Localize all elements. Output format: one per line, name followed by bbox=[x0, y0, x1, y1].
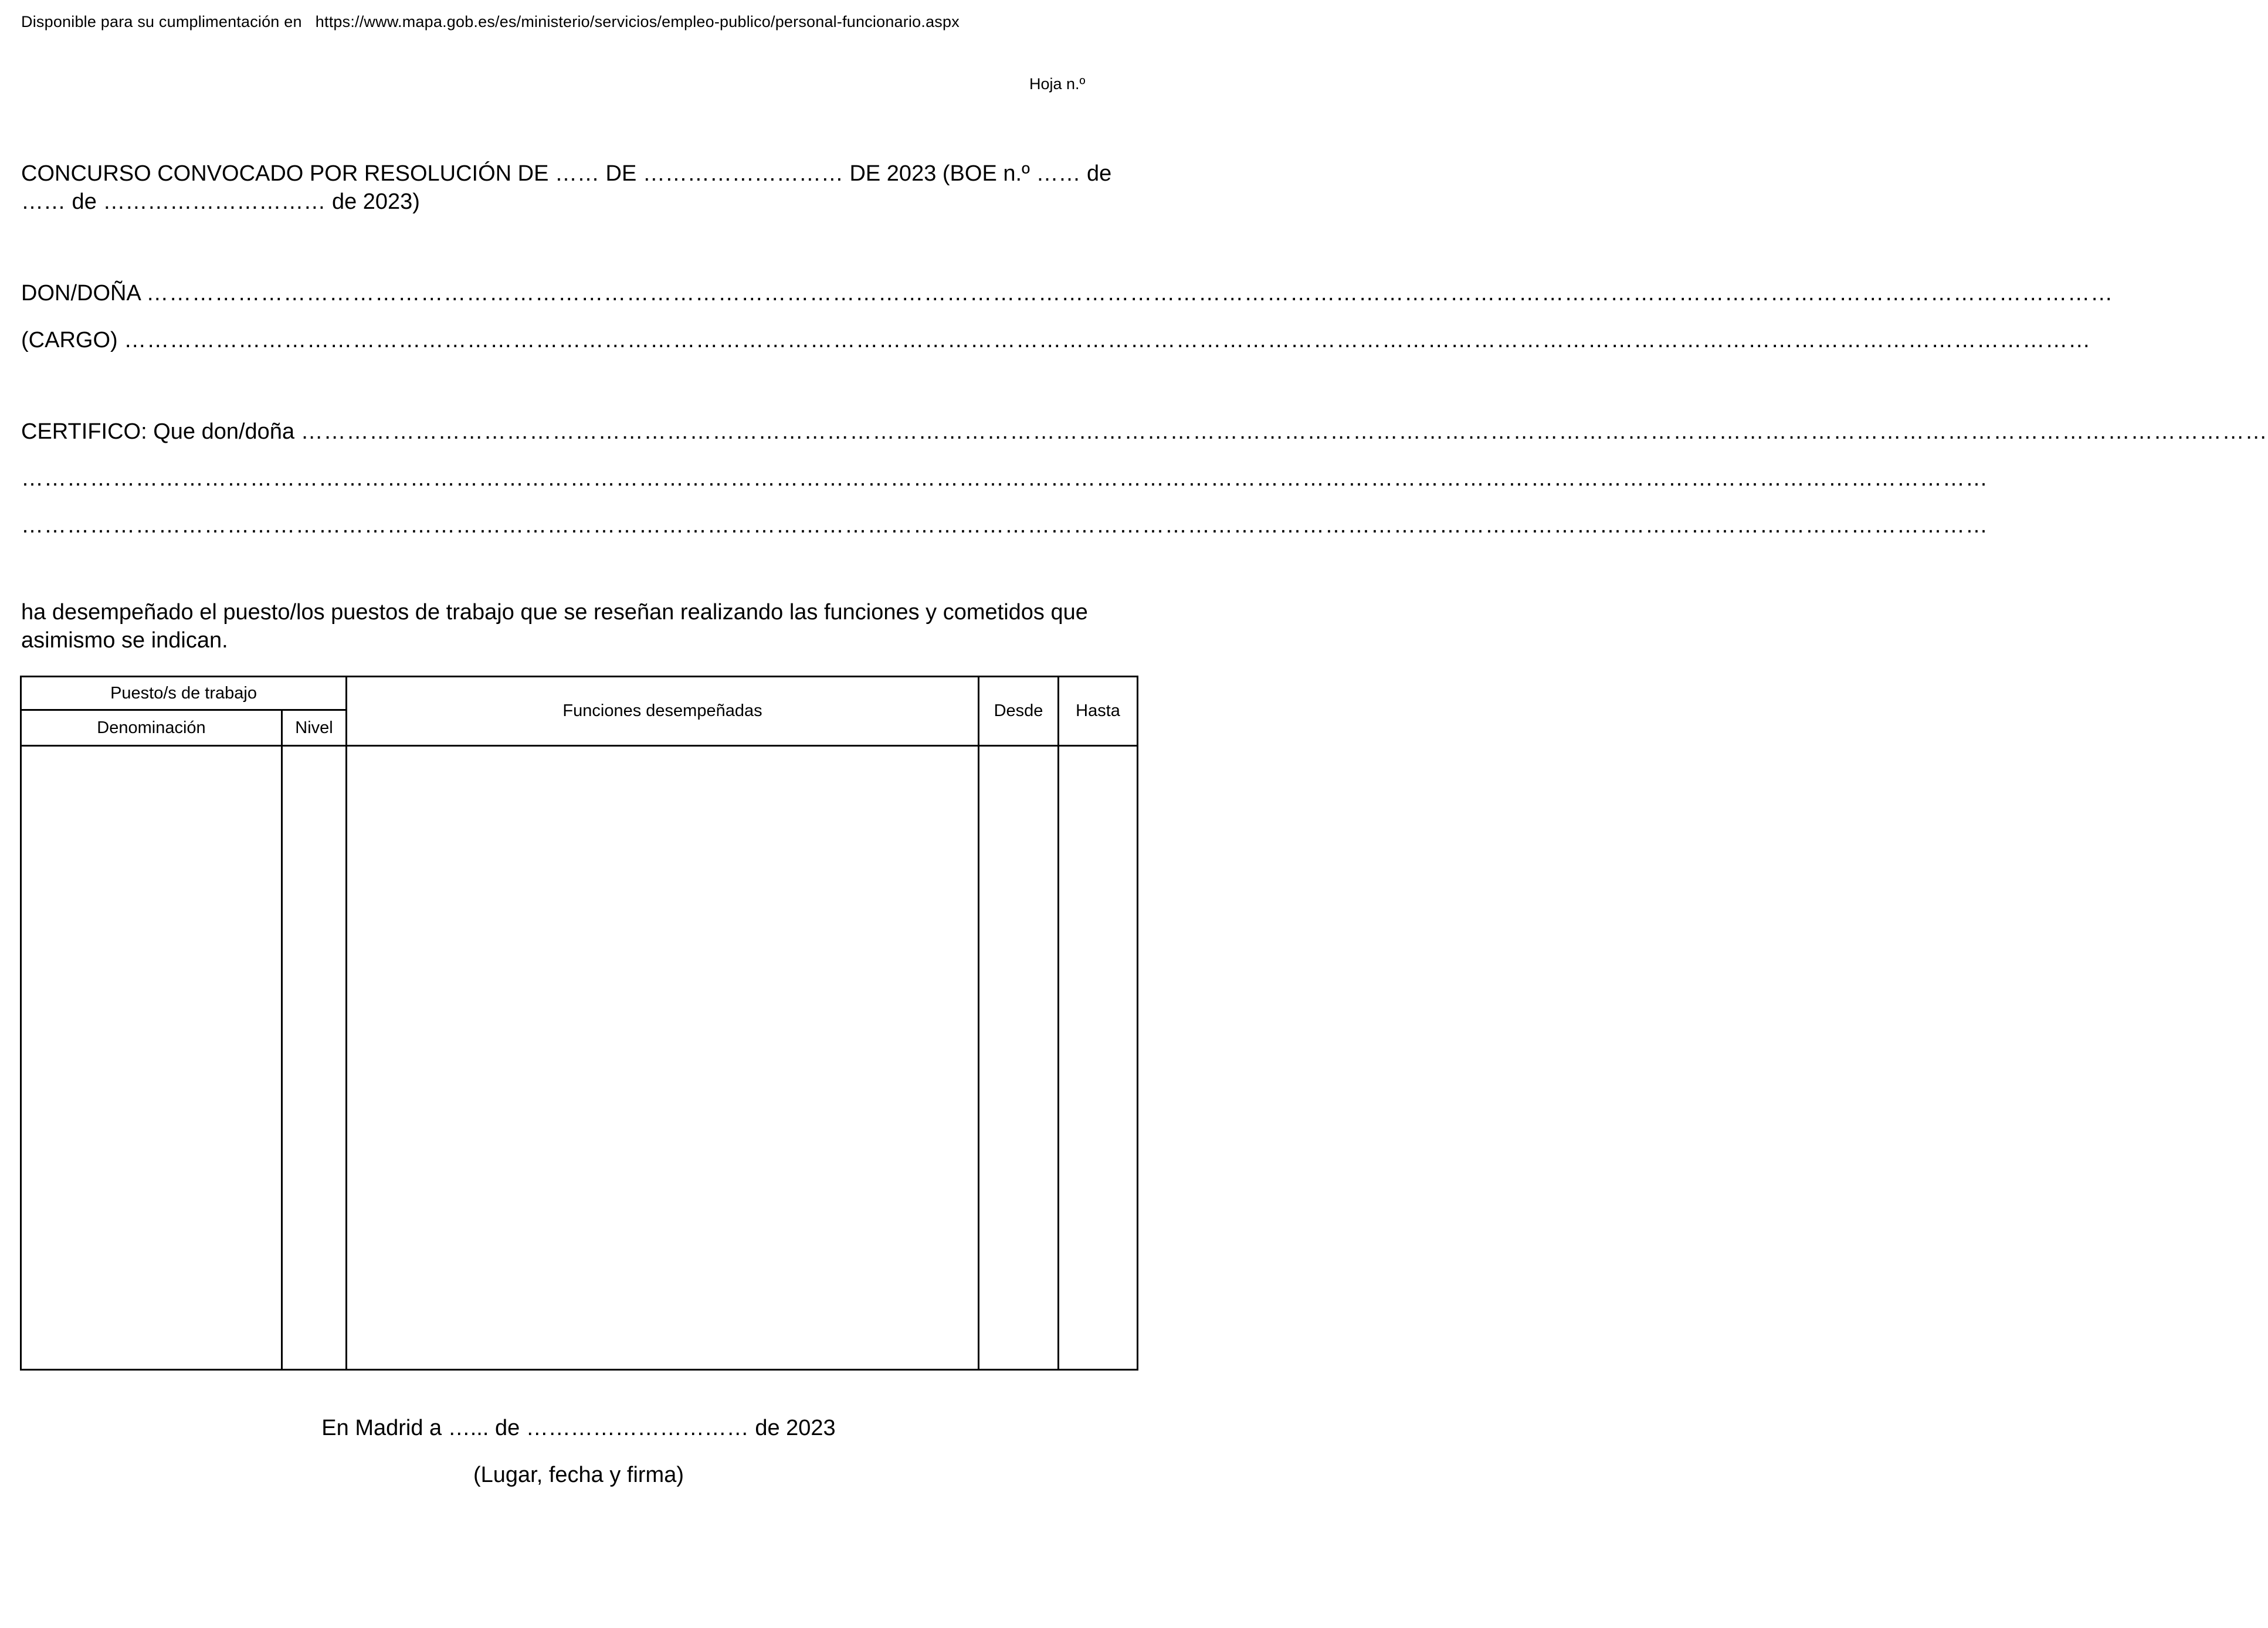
concurso-statement: CONCURSO CONVOCADO POR RESOLUCIÓN DE …… DE ……………………… DE 2023 (BOE n.º …… de …… de ………………………… de 2023) bbox=[21, 161, 1112, 214]
header-desde: Desde bbox=[979, 677, 1059, 746]
cell-nivel[interactable] bbox=[282, 746, 347, 1370]
availability-note bbox=[21, 13, 960, 31]
continuation-dots: …………………………………………………………………………………………………………………………………………………………………………………………………………………………………… bbox=[21, 466, 1988, 491]
cargo-field[interactable] bbox=[21, 326, 2091, 354]
certifico-field[interactable] bbox=[21, 418, 2268, 446]
certifico-field-dots: …………………………………………………………………………………………………………………………………………………………………………………………………………………………………… bbox=[300, 419, 2268, 444]
cargo-field-label: (CARGO) bbox=[21, 328, 118, 352]
name-field[interactable] bbox=[21, 279, 2114, 307]
name-field-dots: …………………………………………………………………………………………………………………………………………………………………………………………………………………………………… bbox=[146, 281, 2114, 306]
availability-url[interactable]: https://www.mapa.gob.es/es/ministerio/servicios/empleo-publico/personal-funcionario.aspx bbox=[315, 13, 960, 30]
positions-table bbox=[20, 676, 1138, 1371]
header-nivel: Nivel bbox=[282, 710, 347, 746]
cell-hasta[interactable] bbox=[1059, 746, 1138, 1370]
cargo-field-dots: …………………………………………………………………………………………………………………………………………………………………………………………………………………………………… bbox=[124, 328, 2091, 352]
certifico-continuation-line-2[interactable] bbox=[21, 511, 1988, 540]
functions-intro: ha desempeñado el puesto/los puestos de trabajo que se reseñan realizando las funciones y cometidos que asimismo se indican. bbox=[21, 600, 1088, 653]
continuation-dots: …………………………………………………………………………………………………………………………………………………………………………………………………………………………………… bbox=[21, 513, 1988, 538]
header-hasta: Hasta bbox=[1059, 677, 1138, 746]
certifico-field-label: CERTIFICO: Que don/doña bbox=[21, 419, 295, 444]
cell-funciones[interactable] bbox=[347, 746, 979, 1370]
certifico-continuation-line-1[interactable] bbox=[21, 464, 1988, 493]
header-denominacion: Denominación bbox=[21, 710, 282, 746]
header-funciones: Funciones desempeñadas bbox=[347, 677, 979, 746]
availability-text: Disponible para su cumplimentación en bbox=[21, 13, 302, 30]
sheet-number-label: Hoja n.º bbox=[1029, 75, 1086, 93]
cell-denominacion[interactable] bbox=[21, 746, 282, 1370]
place-date-line: En Madrid a …... de ………………………… de 2023 bbox=[321, 1416, 836, 1440]
cell-desde[interactable] bbox=[979, 746, 1059, 1370]
name-field-label: DON/DOÑA bbox=[21, 281, 140, 306]
header-puestos-group: Puesto/s de trabajo bbox=[21, 677, 347, 710]
signature-hint: (Lugar, fecha y firma) bbox=[473, 1463, 684, 1487]
